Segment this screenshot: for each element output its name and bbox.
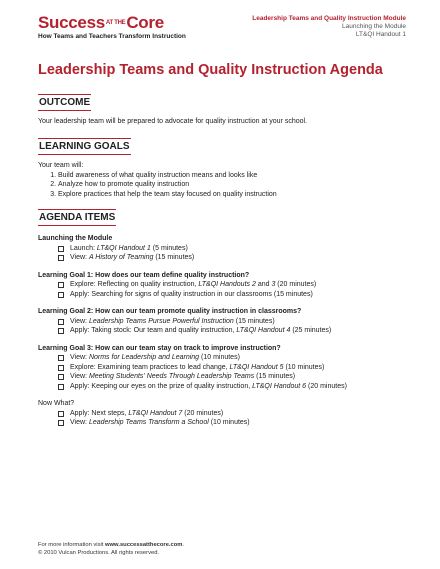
footer bbox=[38, 542, 184, 557]
agenda-group-title: Launching the Module bbox=[38, 235, 113, 242]
agenda-item-text: View: Meeting Students' Needs Through Leadership Teams (15 minutes) bbox=[70, 373, 296, 380]
agenda-item bbox=[38, 353, 347, 363]
agenda-item-text: View: A History of Teaming (15 minutes) bbox=[70, 254, 195, 261]
footer-link[interactable]: www.successatthecore.com bbox=[105, 542, 183, 548]
agenda-item bbox=[38, 244, 347, 254]
agenda-item bbox=[38, 363, 347, 373]
agenda-group-title: Learning Goal 2: How can our team promote quality instruction in classrooms? bbox=[38, 308, 302, 315]
agenda-group-title: Now What? bbox=[38, 400, 75, 407]
agenda-group-title: Learning Goal 1: How does our team define quality instruction? bbox=[38, 271, 250, 279]
agenda-item bbox=[38, 290, 347, 300]
goal-item: 3. Explore practices that help the team stay focused on quality instruction bbox=[58, 190, 277, 200]
logo bbox=[38, 14, 186, 40]
agenda-item bbox=[38, 326, 347, 336]
goals-intro: Your team will: bbox=[38, 162, 84, 169]
outcome-heading: OUTCOME bbox=[38, 94, 91, 111]
agenda-group bbox=[38, 234, 347, 263]
checkbox-icon[interactable] bbox=[58, 384, 64, 390]
agenda-item bbox=[38, 253, 347, 263]
module-title: Leadership Teams and Quality Instruction Module bbox=[252, 15, 406, 22]
goal-item: 2. Analyze how to promote quality instruction bbox=[58, 180, 277, 190]
outcome-section bbox=[38, 92, 307, 127]
agenda-item bbox=[38, 418, 347, 428]
agenda-group bbox=[38, 271, 347, 300]
outcome-text: Your leadership team will be prepared to advocate for quality instruction at your school. bbox=[38, 118, 308, 125]
agenda-item bbox=[38, 409, 347, 419]
goals-list bbox=[38, 171, 277, 200]
goal-item: 1. Build awareness of what quality instruction means and looks like bbox=[58, 171, 277, 181]
checkbox-icon[interactable] bbox=[58, 319, 64, 325]
agenda-group bbox=[38, 344, 347, 392]
module-subtitle: Launching the Module bbox=[342, 23, 406, 30]
agenda-group-title: Learning Goal 3: How can our team stay on track to improve instruction? bbox=[38, 344, 281, 352]
agenda-heading: AGENDA ITEMS bbox=[38, 209, 116, 226]
agenda-item-text: Apply: Next steps, LT&QI Handout 7 (20 minutes) bbox=[70, 409, 224, 417]
agenda-item bbox=[38, 280, 347, 290]
footer-info: For more information visit www.successatthecore.com. bbox=[38, 542, 185, 548]
agenda-item-text: View: Leadership Teams Pursue Powerful Instruction (15 minutes) bbox=[70, 317, 275, 325]
learning-goals-section bbox=[38, 136, 277, 199]
checkbox-icon[interactable] bbox=[58, 420, 64, 426]
agenda-item-text: Explore: Reflecting on quality instruction, LT&QI Handouts 2 and 3 (20 minutes) bbox=[70, 281, 317, 288]
agenda-section bbox=[38, 207, 347, 428]
agenda-item bbox=[38, 317, 347, 327]
checkbox-icon[interactable] bbox=[58, 411, 64, 417]
copyright: © 2010 Vulcan Productions. All rights reserved. bbox=[38, 549, 160, 556]
agenda-item-text: Explore: Examining team practices to lead change, LT&QI Handout 5 (10 minutes) bbox=[70, 363, 325, 371]
agenda-item-text: Apply: Taking stock: Our team and quality instruction, LT&QI Handout 4 (25 minutes) bbox=[70, 327, 332, 334]
agenda-item bbox=[38, 382, 347, 392]
learning-goals-heading: LEARNING GOALS bbox=[38, 138, 131, 155]
checkbox-icon[interactable] bbox=[58, 328, 64, 334]
logo-tagline: How Teams and Teachers Transform Instruction bbox=[38, 33, 186, 40]
checkbox-icon[interactable] bbox=[58, 374, 64, 380]
checkbox-icon[interactable] bbox=[58, 292, 64, 298]
module-info bbox=[252, 15, 406, 39]
handout-label: LT&QI Handout 1 bbox=[355, 31, 406, 38]
agenda-item-text: Launch: LT&QI Handout 1 (5 minutes) bbox=[70, 244, 188, 252]
agenda-group bbox=[38, 307, 347, 336]
checkbox-icon[interactable] bbox=[58, 255, 64, 261]
agenda-groups bbox=[38, 234, 347, 428]
checkbox-icon[interactable] bbox=[58, 365, 64, 371]
agenda-item bbox=[38, 372, 347, 382]
agenda-item-text: Apply: Searching for signs of quality instruction in our classrooms (15 minutes) bbox=[70, 290, 313, 298]
page-title: Leadership Teams and Quality Instruction Agenda bbox=[38, 62, 383, 78]
agenda-item-text: Apply: Keeping our eyes on the prize of quality instruction, LT&QI Handout 6 (20 minutes) bbox=[70, 382, 347, 390]
checkbox-icon[interactable] bbox=[58, 246, 64, 252]
checkbox-icon[interactable] bbox=[58, 282, 64, 288]
agenda-item-text: View: Leadership Teams Transform a School (10 minutes) bbox=[70, 419, 250, 426]
logo-wordmark: Success$^{AT THE}$Core bbox=[38, 13, 164, 32]
agenda-item-text: View: Norms for Leadership and Learning (10 minutes) bbox=[70, 354, 240, 361]
agenda-group bbox=[38, 399, 347, 428]
checkbox-icon[interactable] bbox=[58, 355, 64, 361]
